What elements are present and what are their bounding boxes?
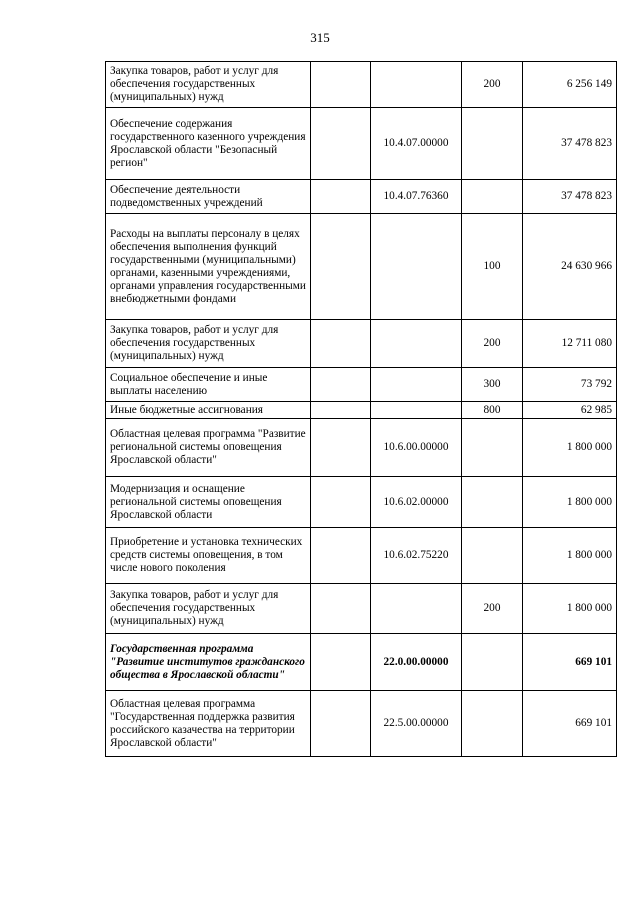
row-name: Модернизация и оснащение региональной системы оповещения Ярославской области	[106, 477, 311, 528]
row-expense-type	[462, 108, 523, 180]
row-target-code: 10.4.07.00000	[371, 108, 462, 180]
row-target-code: 10.6.00.00000	[371, 419, 462, 477]
row-amount: 1 800 000	[523, 528, 617, 584]
row-empty-cell	[311, 62, 371, 108]
table-row	[106, 419, 617, 477]
row-empty-cell	[311, 320, 371, 368]
row-empty-cell	[311, 528, 371, 584]
row-target-code	[371, 320, 462, 368]
row-amount: 73 792	[523, 368, 617, 402]
table-row	[106, 62, 617, 108]
row-expense-type: 800	[462, 402, 523, 419]
row-empty-cell	[311, 584, 371, 634]
row-amount: 6 256 149	[523, 62, 617, 108]
row-target-code: 22.5.00.00000	[371, 691, 462, 757]
row-name: Областная целевая программа "Развитие региональной системы оповещения Ярославской области"	[106, 419, 311, 477]
table-row	[106, 108, 617, 180]
row-expense-type	[462, 691, 523, 757]
row-amount: 669 101	[523, 691, 617, 757]
row-amount: 37 478 823	[523, 180, 617, 214]
row-name: Социальное обеспечение и иные выплаты населению	[106, 368, 311, 402]
row-name: Приобретение и установка технических средств системы оповещения, в том числе нового поколения	[106, 528, 311, 584]
row-expense-type: 200	[462, 62, 523, 108]
table-row	[106, 214, 617, 320]
row-expense-type	[462, 528, 523, 584]
row-expense-type: 300	[462, 368, 523, 402]
row-name: Иные бюджетные ассигнования	[106, 402, 311, 419]
row-amount: 1 800 000	[523, 584, 617, 634]
row-target-code: 22.0.00.00000	[371, 634, 462, 691]
row-target-code: 10.6.02.75220	[371, 528, 462, 584]
row-target-code	[371, 584, 462, 634]
row-empty-cell	[311, 634, 371, 691]
page-number: 315	[310, 30, 330, 45]
row-expense-type: 100	[462, 214, 523, 320]
row-amount: 37 478 823	[523, 108, 617, 180]
row-target-code	[371, 62, 462, 108]
row-target-code	[371, 368, 462, 402]
row-empty-cell	[311, 214, 371, 320]
row-target-code	[371, 214, 462, 320]
row-expense-type: 200	[462, 584, 523, 634]
row-name: Обеспечение содержания государственного казенного учреждения Ярославской области "Безопасный регион"	[106, 108, 311, 180]
row-expense-type	[462, 180, 523, 214]
row-empty-cell	[311, 368, 371, 402]
row-amount: 24 630 966	[523, 214, 617, 320]
row-expense-type	[462, 419, 523, 477]
row-name: Закупка товаров, работ и услуг для обеспечения государственных (муниципальных) нужд	[106, 584, 311, 634]
row-name: Закупка товаров, работ и услуг для обеспечения государственных (муниципальных) нужд	[106, 320, 311, 368]
row-target-code: 10.6.02.00000	[371, 477, 462, 528]
table-row	[106, 320, 617, 368]
row-name: Государственная программа "Развитие институтов гражданского общества в Ярославской области"	[106, 634, 311, 691]
table-row	[106, 691, 617, 757]
table-row	[106, 634, 617, 691]
table-row	[106, 402, 617, 419]
table-row	[106, 528, 617, 584]
row-amount: 1 800 000	[523, 419, 617, 477]
row-expense-type	[462, 477, 523, 528]
row-target-code	[371, 402, 462, 419]
row-amount: 12 711 080	[523, 320, 617, 368]
row-amount: 669 101	[523, 634, 617, 691]
table-row	[106, 368, 617, 402]
row-empty-cell	[311, 108, 371, 180]
row-empty-cell	[311, 180, 371, 214]
row-empty-cell	[311, 419, 371, 477]
row-target-code: 10.4.07.76360	[371, 180, 462, 214]
budget-table	[105, 61, 617, 757]
budget-table-body	[106, 62, 617, 757]
row-expense-type	[462, 634, 523, 691]
row-empty-cell	[311, 691, 371, 757]
row-amount: 62 985	[523, 402, 617, 419]
table-row	[106, 180, 617, 214]
row-name: Областная целевая программа "Государственная поддержка развития российского казачества на территории Ярославской области"	[106, 691, 311, 757]
row-empty-cell	[311, 402, 371, 419]
row-name: Закупка товаров, работ и услуг для обеспечения государственных (муниципальных) нужд	[106, 62, 311, 108]
row-name: Расходы на выплаты персоналу в целях обеспечения выполнения функций государственными (муниципальными) органами, казенными учреждениями, органами управления государственными внебюджетными фондами	[106, 214, 311, 320]
row-expense-type: 200	[462, 320, 523, 368]
row-amount: 1 800 000	[523, 477, 617, 528]
table-row	[106, 584, 617, 634]
row-empty-cell	[311, 477, 371, 528]
table-row	[106, 477, 617, 528]
row-name: Обеспечение деятельности подведомственных учреждений	[106, 180, 311, 214]
